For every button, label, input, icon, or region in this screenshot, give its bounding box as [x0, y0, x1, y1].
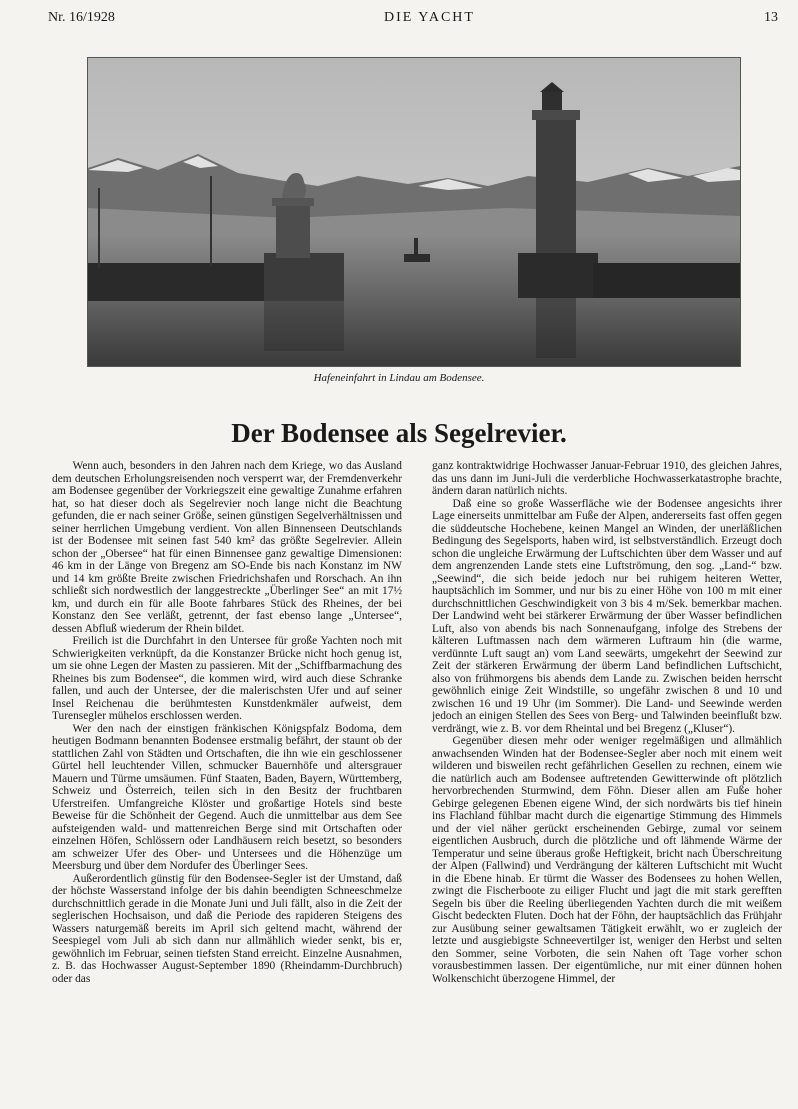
- page-header: [48, 10, 778, 32]
- article-column-left: [52, 460, 402, 985]
- issue-number: Nr. 16/1928: [48, 10, 115, 25]
- article-column-right: [432, 460, 782, 985]
- photo-caption: Hafeneinfahrt in Lindau am Bodensee.: [313, 372, 485, 384]
- paragraph: Gegenüber diesen mehr oder weniger regelmäßigen und allmählich anwachsenden Winden hat der Bodensee-Segler aber noch mit einem weit wilderen und bisweilen recht gefährlichen Gesellen zu rechnen, einem wie die natürlich auch am Bodensee auftretenden Gewitterwinde oft plötzlich hervorbrechenden Sturmwind, dem Föhn. Dieser allen am Fuße hoher Gebirge gelegenen Ebenen eigene Wind, der sich nordwärts bis tief hinein ins Flachland fühlbar macht durch die eigenartige Stimmung des Himmels und der viel näher gerückt erscheinenden Gebirge, zumal vor seinem eigentlichen Ausbruch, durch die plötzliche und oft lähmende Wärme der Temperatur und seine überaus große Heftigkeit, bricht nach Überschreitung der Alpen (Fallwind) und Verdrängung der kälteren Luftschicht mit Wucht in die Ebene hinab. Er türmt die Wasser des Bodensees zu hohen Wellen, zwingt die Fischerboote zu eiliger Flucht und jagt die mit stark gerefften Segeln bis über die Reeling überliegenden Yachten durch die mit weißem Gischt bedeckten Fluten. Doch hat der Föhn, der hauptsächlich das Frühjahr zur Ausübung seiner gewaltsamen Tätigkeit erwählt, wo er zugleich der letzte und ausgiebigste Schneevertilger ist, weniger den Herbst und selten den Sommer, seine Vorboten, die sein Nahen oft Tage vorher schon vorausbestimmen lassen. Der eigentümliche, nur mit einer dünnen hohen Wolkenschicht überzogene Himmel, der: [432, 735, 782, 985]
- page-number: 13: [764, 10, 778, 25]
- paragraph: Daß eine so große Wasserfläche wie der Bodensee angesichts ihrer Lage einerseits unmittelbar am Fuße der Alpen, andererseits fast offen gegen die süddeutsche Hochebene, keinen Mangel an Winden, der unerläßlichen Bedingung des Segelsports, haben wird, ist selbstverständlich. Erzeugt doch schon die ungleiche Erwärmung der Luftschichten über dem Wasser und auf dem angrenzenden Lande stets eine Luftströmung, den sog. „Land-“ bzw. „Seewind“, die sich beide jedoch nur bei ruhigem heiteren Wetter, hauptsächlich im Sommer, und nur bis zu einer Höhe von 100 m mit einer durchschnittlichen Geschwindigkeit von 3 bis 4 m/Sek. bemerkbar machen. Der Landwind weht bei stärkerer Erwärmung der über Wasser befindlichen Luft, also von abends bis nach Sonnenaufgang, infolge des Strebens der kälteren Luftmassen nach dem wärmeren Luftraum hin (die warme, verdünnte Luft saugt an) vom Land seewärts, umgekehrt der Seewind zur Zeit der stärkeren Erwärmung der überm Land befindlichen Luftschicht, also von frühmorgens bis abends dem Lande zu. Zwischen beiden herrscht gewöhnlich einige Zeit Windstille, so ungefähr zwischen 8 und 10 und zwischen 16 und 19 Uhr (im Sommer). Die Land- und Seewinde werden jedoch an einigen Stellen des Sees von Berg- und Talwinden beeinflußt bzw. verdrängt, wie z. B. vor dem Rheintal und bei Bregenz („Kluser“).: [432, 497, 782, 735]
- paragraph: Wenn auch, besonders in den Jahren nach dem Kriege, wo das Ausland dem deutschen Erholungsreisenden noch versperrt war, der Fremdenverkehr am Bodensee gegenüber der Vorkriegszeit eine gewaltige Zunahme erfahren hat, so hat dieser doch als Segelrevier noch lange nicht die Beachtung gefunden, die er nach seiner Größe, seinen günstigen Segelverhältnissen und seiner herrlichen Umgebung verdient. Von allen Binnenseen Deutschlands ist der Bodensee mit seinen fast 540 km² das größte Segelrevier. Allein schon der „Obersee“ hat für einen Binnensee ganz gewaltige Dimensionen: 46 km in der Länge von Bregenz am SO-Ende bis nach Konstanz im NW und 14 km größte Breite zwischen Friedrichshafen und Rorschach. An ihn schließt sich nordwestlich der langgestreckte „Überlinger See“ an mit 17½ km, und durch ein für alle Boote fahrbares Stück des Rheines, der bei Konstanz den See verläßt, getrennt, der fast ebenso lange „Untersee“, dessen Abfluß wiederum der Rhein bildet.: [52, 460, 402, 635]
- paragraph: Wer den nach der einstigen fränkischen Königspfalz Bodoma, dem heutigen Bodmann benannten Bodensee erstmalig befährt, der staunt ob der stattlichen Zahl von Städten und Ortschaften, die ihn wie ein geschlossener Gürtel hell leuchtender Villen, schmucker Bauernhöfe und altersgrauer Mauern und Türme umsäumen. Fünf Staaten, Baden, Bayern, Württemberg, Schweiz und Österreich, teilen sich in den Besitz der fruchtbaren Uferstreifen. Umfangreiche Klöster und großartige Hotels sind beste Beweise für die Schönheit der Gegend. Auch die unmittelbar aus dem See aufsteigenden wald- und mattenreichen Berge sind mit Ortschaften oder einzelnen Höfen, Schlössern oder Landhäusern reich besetzt, so besonders am schweizer Ufer des Ober- und Untersees und die Höhenzüge um Meersburg und über dem Nordufer des Überlinger Sees.: [52, 722, 402, 872]
- magazine-title: DIE YACHT: [384, 10, 475, 25]
- paragraph: Außerordentlich günstig für den Bodensee-Segler ist der Umstand, daß der höchste Wasserstand infolge der bis dahin beendigten Schneeschmelze durchschnittlich gerade in die Monate Juni und Juli fällt, also in die Zeit der seglerischen Hochsaison, und daß die Periode des rapideren Steigens des Wassers naturgemäß bereits im April sich geltend macht, während der Seespiegel vom Juli ab sich dann nur allmählich wieder senkt, bis er, gewöhnlich im Februar, seinen tiefsten Stand erreicht. Einzelne Ausnahmen, z. B. das Hochwasser August-September 1890 (Rheindamm-Durchbruch) oder das: [52, 872, 402, 985]
- paragraph: ganz kontraktwidrige Hochwasser Januar-Februar 1910, des gleichen Jahres, das uns dann im Juni-Juli die verderbliche Hochwasserkatastrophe brachte, ändern daran natürlich nichts.: [432, 460, 782, 497]
- paragraph: Freilich ist die Durchfahrt in den Untersee für große Yachten noch mit Schwierigkeiten verknüpft, da die Konstanzer Brücke nicht hoch genug ist, um sie ohne Legen der Masten zu passieren. Mit der „Schiffbarmachung des Rheines bis zum Bodensee“, die kommen wird, wird auch diese Schranke fallen, und auch der Untersee, der die malerischsten Ufer und auf seiner Insel Reichenau die berühmtesten Kunstdenkmäler aufweist, dem Turensegler mühelos erschlossen werden.: [52, 635, 402, 722]
- harbor-photo: [87, 57, 741, 367]
- article-title: Der Bodensee als Segelrevier.: [231, 418, 567, 448]
